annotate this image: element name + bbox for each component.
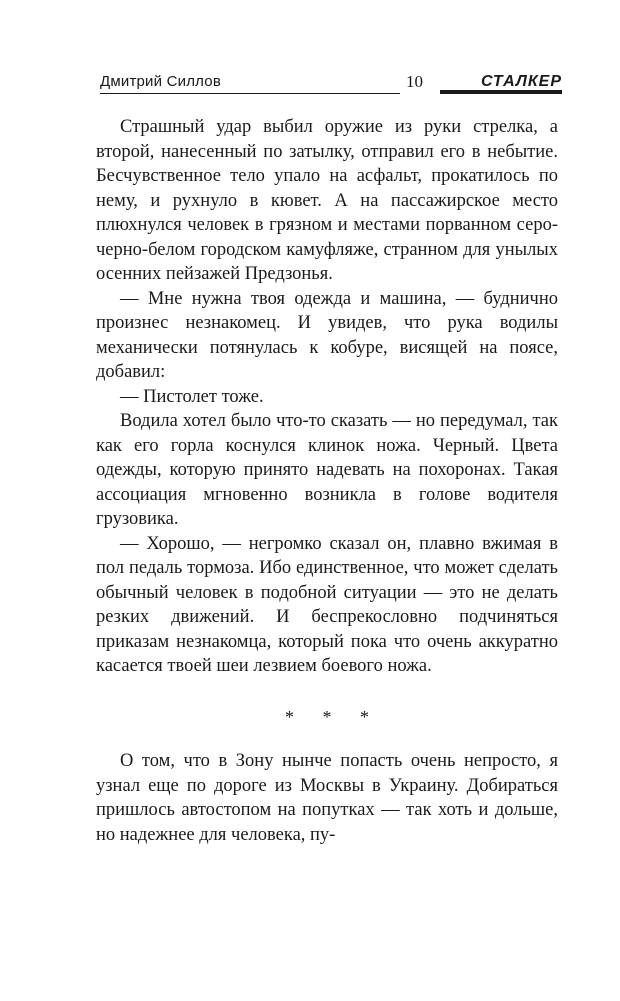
header-rule-thick bbox=[440, 90, 562, 94]
paragraph: — Пистолет тоже. bbox=[120, 386, 264, 407]
header-author: Дмитрий Силлов bbox=[100, 73, 221, 90]
paragraph: — Мне нужна твоя одежда и машина, — буднично произнес незнакомец. И увидев, что рука водилы механически потянулась к кобуре, висящей на поясе, добавил: bbox=[96, 288, 558, 382]
paragraph: — Хорошо, — негромко сказал он, плавно вжимая в пол педаль тормоза. Ибо единственное, что может сделать обычный человек в подобной ситуации — это не делать резких движений. И беспрекословно подчиняться приказам незнакомца, который пока что очень аккуратно касается твоей шеи лезвием боевого ножа. bbox=[96, 533, 558, 676]
body-text bbox=[96, 115, 558, 847]
paragraph: Водила хотел было что-то сказать — но передумал, так как его горла коснулся клинок ножа. Черный. Цвета одежды, которую принято надевать на похоронах. Такая ассоциация мгновенно возникла в голове водителя грузовика. bbox=[96, 411, 558, 529]
page-number: 10 bbox=[406, 72, 423, 91]
section-separator: * * * bbox=[285, 706, 381, 727]
running-header bbox=[100, 70, 562, 94]
header-rule-thin bbox=[100, 93, 400, 94]
header-series-title: СТАЛКЕР bbox=[480, 73, 562, 90]
paragraph: Страшный удар выбил оружие из руки стрелка, а второй, нанесенный по затылку, отправил его в небытие. Бесчувственное тело упало на асфальт, прокатилось по нему, и рухнуло в кювет. А на пассажирское место плюхнулся человек в грязном и местами порванном серо-черно-белом городском камуфляже, странном для унылых осенних пейзажей Предзонья. bbox=[96, 117, 558, 284]
paragraph: О том, что в Зону нынче попасть очень непросто, я узнал еще по дороге из Москвы в Украину. Добираться пришлось автостопом на попутках — так хоть и дольше, но надежнее для человека, пу- bbox=[96, 751, 558, 845]
